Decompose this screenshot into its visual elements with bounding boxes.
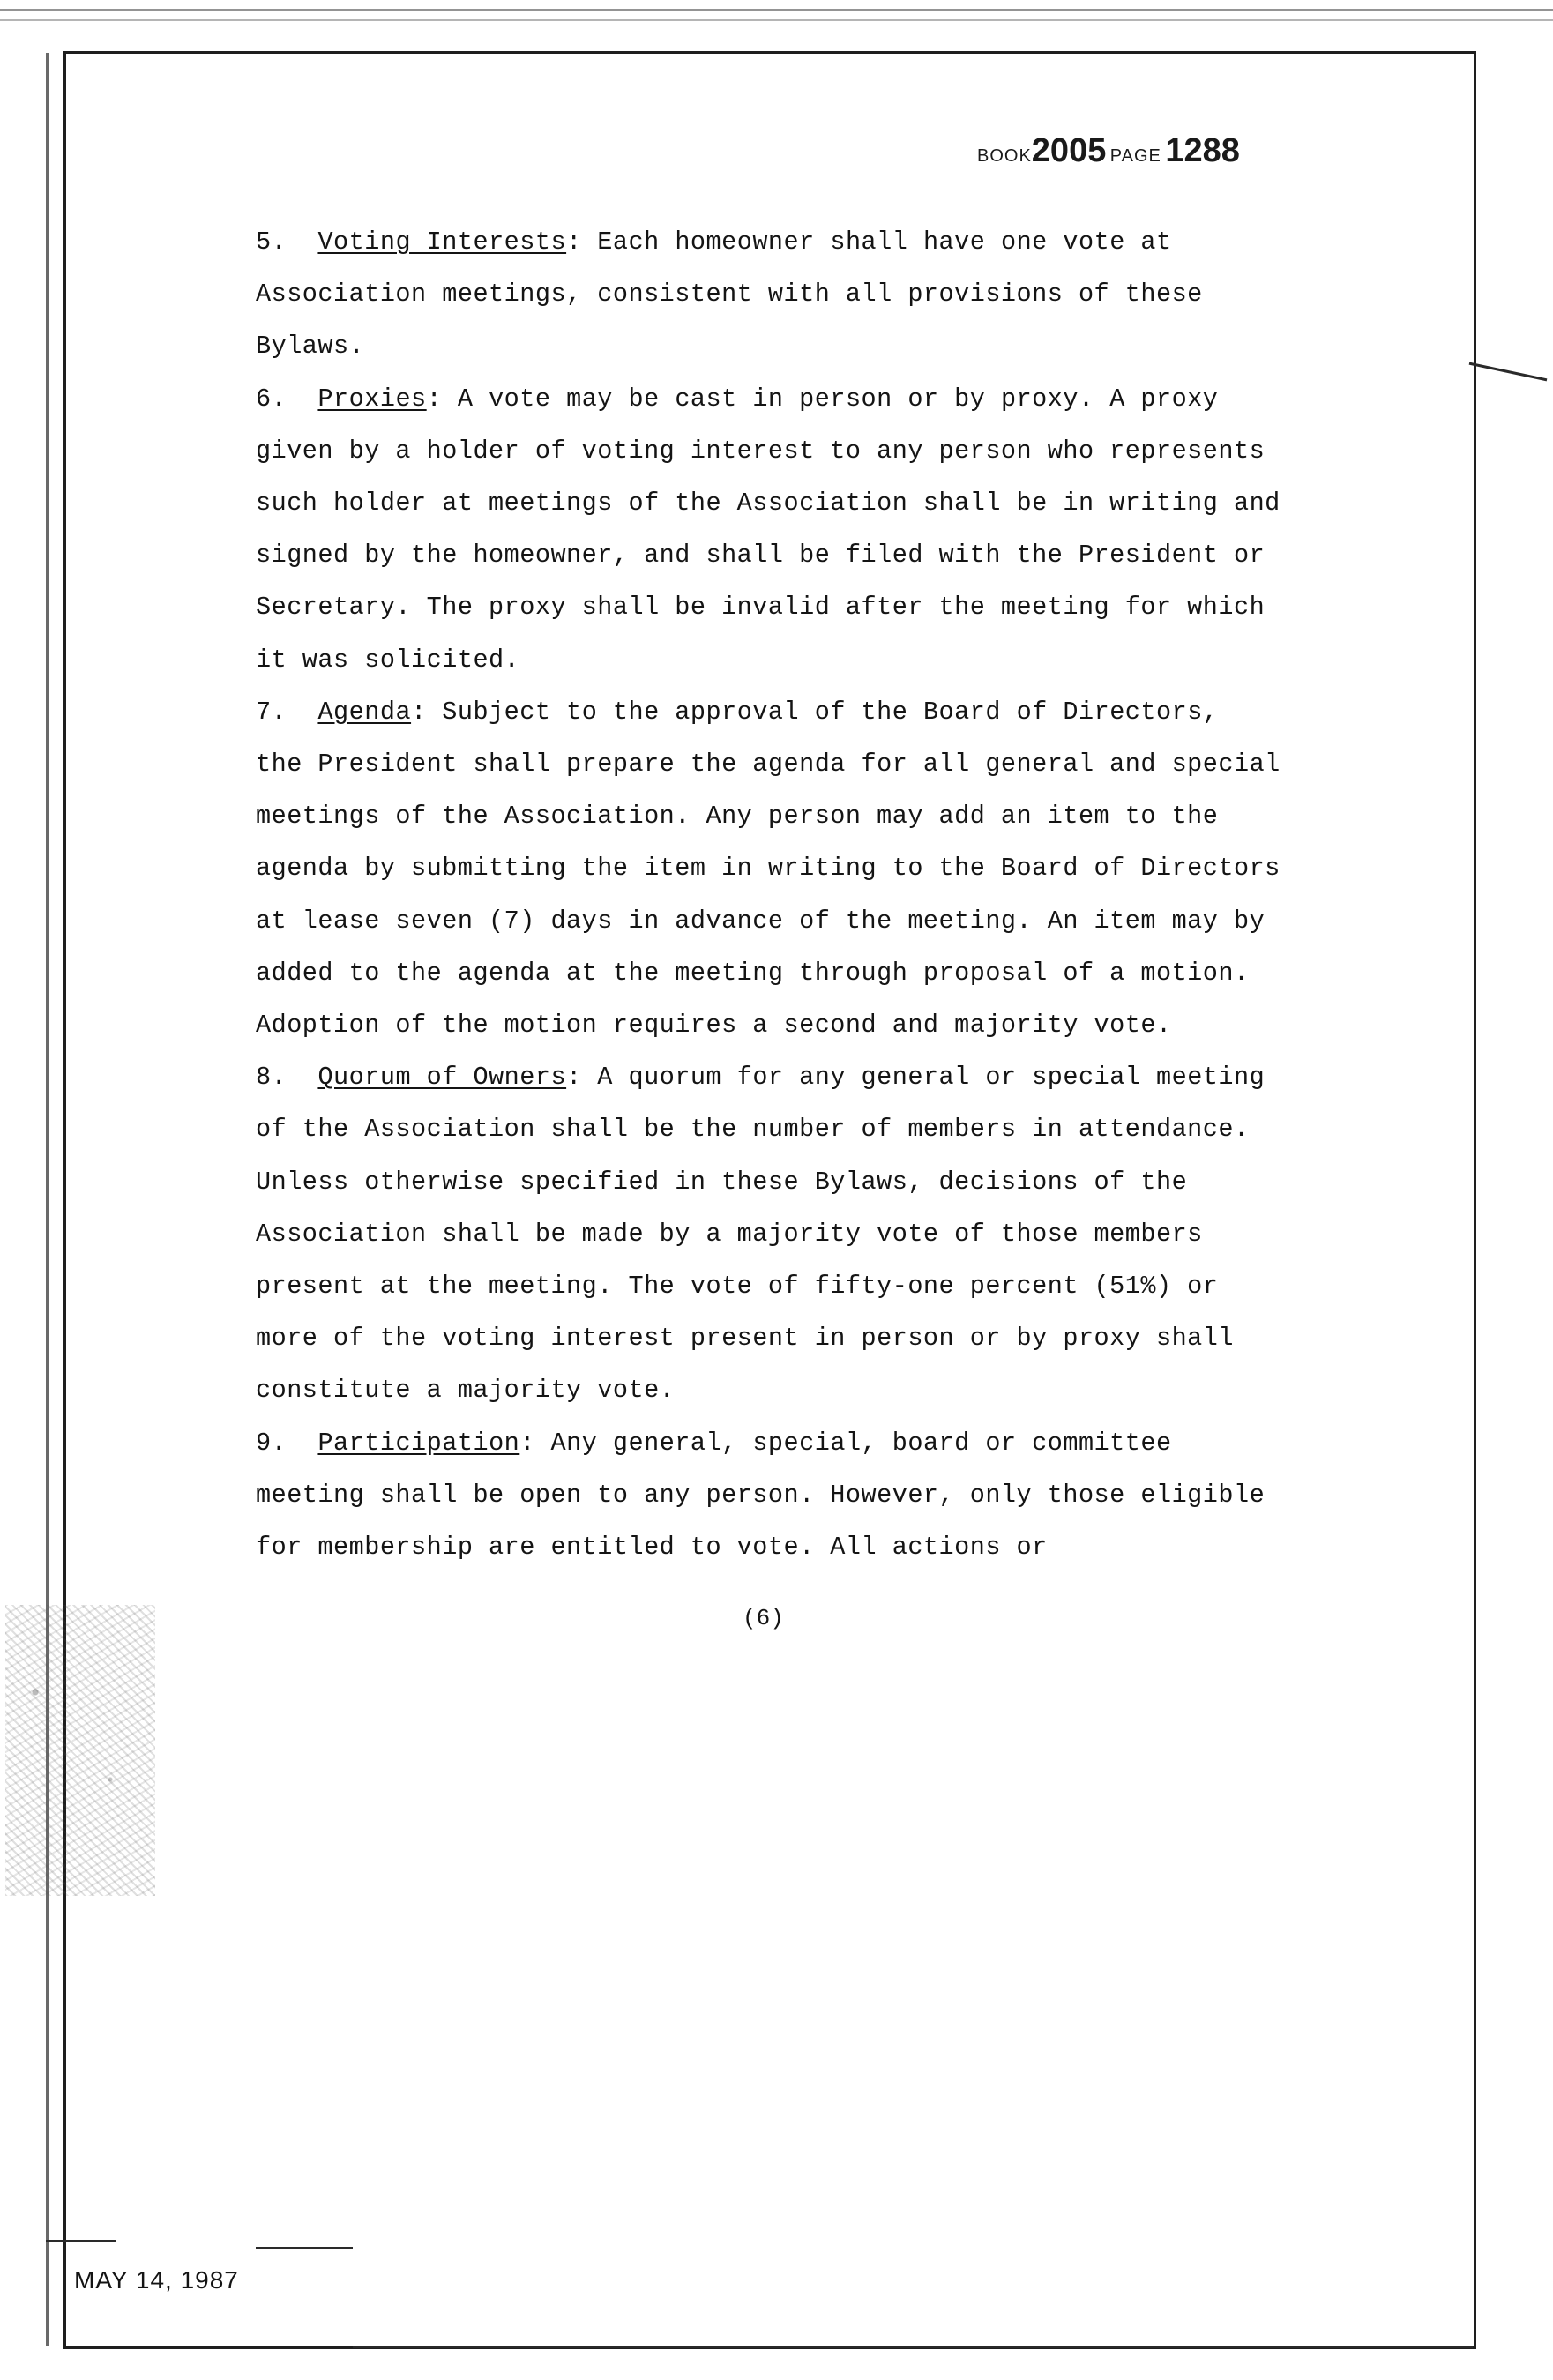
section-number: 9. [256,1428,287,1458]
section-line: such holder at meetings of the Association shall be in writing and [256,489,1280,519]
section-text: : A quorum for any general or special meeting [566,1063,1266,1093]
section-heading: Quorum of Owners [317,1063,567,1093]
section-line: the President shall prepare the agenda for all general and special [256,750,1280,780]
section-line: agenda by submitting the item in writing to the Board of Directors [256,854,1280,884]
section-number: 7. [256,697,287,727]
section-text: : Subject to the approval of the Board of Directors, [411,697,1219,727]
section-line: of the Association shall be the number of members in attendance. [256,1115,1250,1145]
bottom-rule [353,2346,1473,2348]
section-line: Association meetings, consistent with all provisions of these [256,280,1203,310]
section-5 [256,216,1310,373]
section-line: Association shall be made by a majority vote of those members [256,1219,1203,1249]
section-line: constitute a majority vote. [256,1376,676,1406]
section-number: 5. [256,228,287,257]
section-line [256,216,1310,268]
top-scan-edge-line [0,9,1553,11]
right-edge-notch [1469,362,1548,382]
date-stamp: MAY 14, 1987 [74,2266,239,2294]
section-text: : A vote may be cast in person or by proxy. A proxy [426,384,1219,414]
page-label: PAGE [1109,146,1161,166]
section-line: present at the meeting. The vote of fifty-one percent (51%) or [256,1272,1219,1302]
section-6 [256,373,1310,686]
book-page-reference [977,132,1240,170]
section-text: : Any general, special, board or committee [519,1428,1172,1458]
left-binding-line [46,53,49,2346]
section-line: at lease seven (7) days in advance of the meeting. An item may by [256,906,1266,936]
section-line: Unless otherwise specified in these Bylaws, decisions of the [256,1167,1188,1197]
section-8 [256,1051,1310,1416]
section-9 [256,1417,1310,1574]
section-number: 8. [256,1063,287,1093]
section-line [256,1051,1310,1103]
section-text: : Each homeowner shall have one vote at [566,228,1172,257]
section-7 [256,686,1310,1051]
page-number-stamp: 1288 [1165,132,1240,169]
section-line: Secretary. The proxy shall be invalid after the meeting for which [256,593,1266,623]
bylaws-body [256,216,1310,1573]
section-line: Adoption of the motion requires a second and majority vote. [256,1011,1172,1041]
bottom-left-rule [46,2240,116,2242]
section-line [256,1417,1310,1469]
section-heading: Proxies [317,384,427,414]
section-line: it was solicited. [256,645,520,675]
footer-page-number: (6) [743,1605,784,1631]
section-line [256,373,1310,425]
book-label: BOOK [977,146,1032,166]
bottom-left-dash [256,2247,353,2249]
section-line: added to the agenda at the meeting through proposal of a motion. [256,958,1250,988]
section-heading: Participation [317,1428,520,1458]
top-scan-edge-line-2 [0,19,1553,21]
section-line: meeting shall be open to any person. However, only those eligible [256,1480,1266,1510]
book-number: 2005 [1031,132,1107,169]
section-line [256,686,1310,738]
section-line: signed by the homeowner, and shall be filed with the President or [256,541,1266,571]
section-number: 6. [256,384,287,414]
section-line: for membership are entitled to vote. All actions or [256,1533,1048,1563]
scan-speckle-artifact [5,1605,155,1896]
section-line: more of the voting interest present in person or by proxy shall [256,1324,1234,1354]
section-line: Bylaws. [256,332,365,362]
section-line: meetings of the Association. Any person may add an item to the [256,802,1219,832]
section-heading: Agenda [317,697,412,727]
section-line: given by a holder of voting interest to any person who represents [256,436,1266,466]
section-heading: Voting Interests [317,228,567,257]
